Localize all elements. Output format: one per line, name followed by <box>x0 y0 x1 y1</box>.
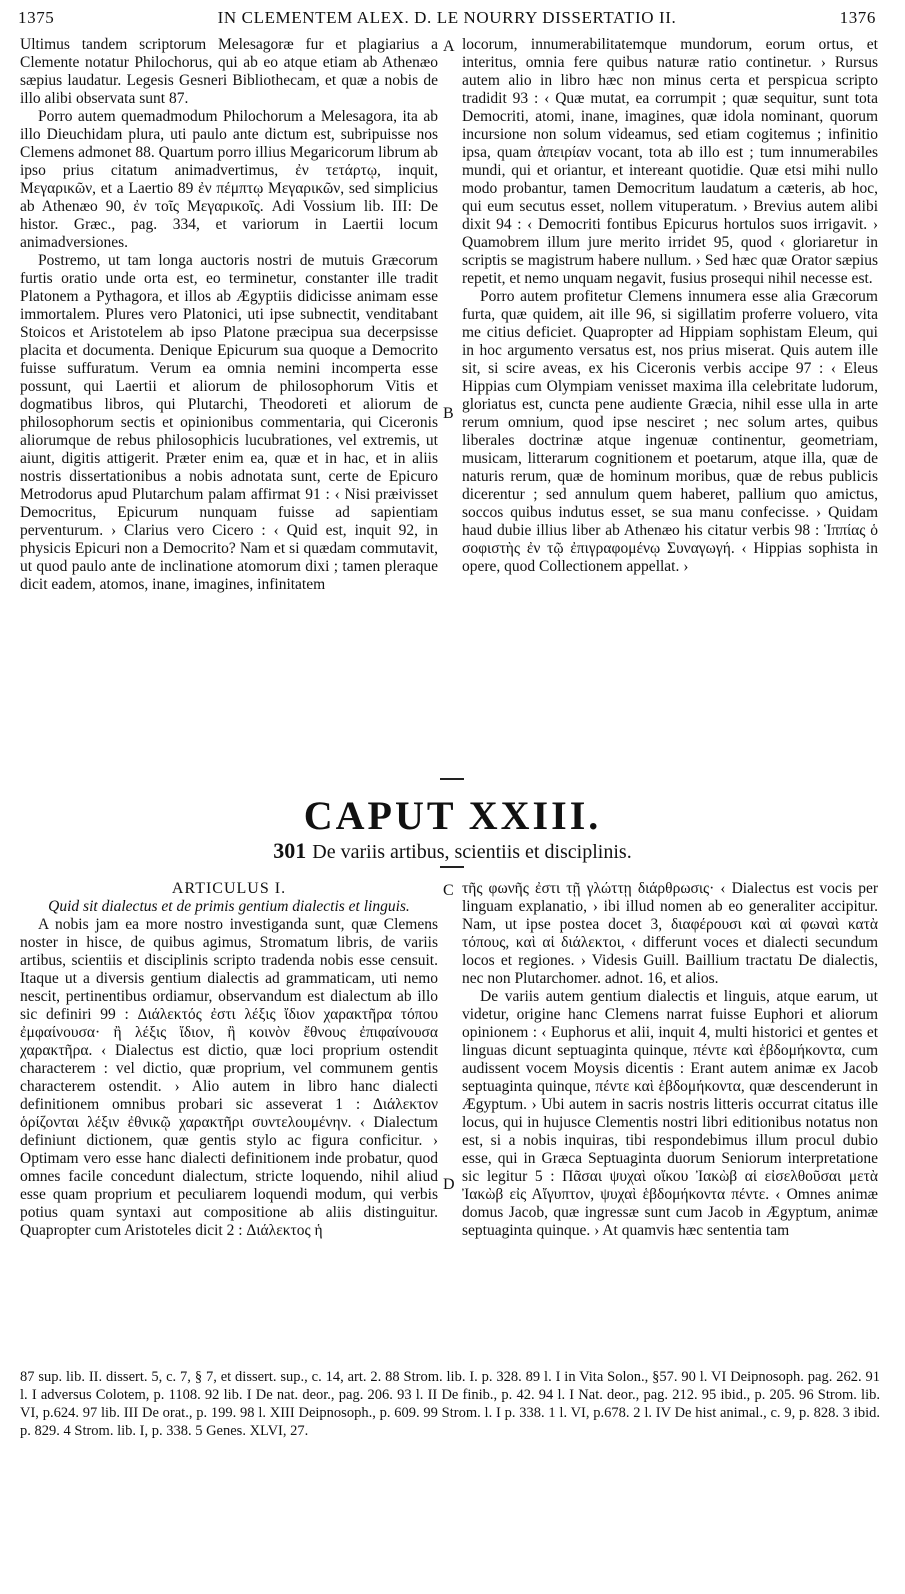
margin-marker-a: A <box>443 38 455 55</box>
running-title: IN CLEMENTEM ALEX. D. LE NOURRY DISSERTATIO II. <box>217 8 677 27</box>
running-head <box>18 8 876 30</box>
paragraph: Porro autem profitetur Clemens innumera esse alia Græcorum furta, quæ quidem, ait ille 96, si sigillatim proferre voluero, vita me citius deficiet. Quapropter ad Hippiam sophistam Eleum, qui in hoc argumento versatus est, nos prius miserat. Quis autem ille sit, si scire aveas, ex his Ciceronis verbis accipe 97 : ‹ Eleus Hippias cum Olympiam venisset maxima illa celebritate ludorum, gloriatus est, cuncta pene audiente Græcia, nihil esse ulla in arte rerum omnium, quod ipse nesciret ; nec solum artes, quibus liberales doctrinæ atque ingenuæ continentur, geometriam, musicam, litterarum cognitionem et poetarum, atque illa, quæ de naturis rerum, quæ de hominum moribus, quæ de rebus publicis dicerentur ; sed annulum quem haberet, pallium quo amictus, soccos quibus indutus esset, se sua manu confecisse. › Quidam haud dubie illius liber ab Athenæo his citatur verbis 98 : Ἱππίας ὁ σοφιστὴς ἐν τῷ ἐπιγραφομένῳ Συναγωγή. ‹ Hippias sophista in opere, quod Collectionem appellat. › <box>462 288 878 575</box>
page-number-right: 1376 <box>839 8 876 27</box>
paragraph: Porro autem quemadmodum Philochorum a Melesagora, ita ab illo Dieuchidam plura, uti paulo ante dictum est, subripuisse nos Clemens admonet 88. Quartum porro illius Megaricorum librum ab ipso prius citatum animadvertimus, ἐν τετάρτῳ, inquit, Μεγαρικῶν, et a Laertio 89 ἐν πέμπτῳ Μεγαρικῶν, sed simplicius ab Athenæo 90, ἐν τοῖς Μεγαρικοῖς. Adi Vossium lib. III: De histor. Græc., pag. 334, et variorum in Laertii locum animadversiones. <box>20 108 438 251</box>
paragraph: τῆς φωνῆς ἐστι τῇ γλώττῃ διάρθρωσις· ‹ Dialectus est vocis per linguam explanatio, › ibi illud nomen ab eo generaliter accipitur. Nam, ut ipse postea docet 3, διαφέρουσι καὶ αἱ φωναὶ κατὰ τόπους, καὶ αἱ διάλεκτοι, ‹ differunt voces et dialecti secundum locos et regiones. › Videsis Guill. Baillium tractatu De dialectis, nec non Plutarchomer. adnot. 16, et alios. <box>462 880 878 987</box>
margin-marker-b: B <box>443 405 454 422</box>
divider <box>440 778 464 780</box>
paragraph: A nobis jam ea more nostro investiganda sunt, quæ Clemens noster in hisce, de quibus agimus, Stromatum libris, de variis artibus, scientiis et disciplinis scripto tradenda nobis esse censuit. Itaque ut a diversis gentium dialectis ad grammaticam, uti nemo nescit, pertinentibus ordiamur, observandum est dialectum ab illo sic definiri 99 : Διάλεκτός ἐστι λέξις ἴδιον χαρακτῆρα τόπου ἐμφαίνουσα· ἢ λέξις ἴδιον, ἢ κοινὸν ἔθνους ἐπιφαίνουσα χαρακτῆρα. ‹ Dialectus est dictio, quæ loci proprium ostendit characterem : vel dictio, quæ proprium, vel communem gentis characterem ostendit. › Alio autem in libro hanc dialecti definitionem omnibus probari sic asseverat 1 : Διάλεκτον ὁρίζονται λέξιν ἐθνικῷ χαρακτῆρι συντελουμένην. ‹ Dialectum definiunt dictionem, quæ gentis stylo ac figura conficitur. › Optimam vero esse hanc dialecti definitionem inde probatur, quod omnes facile concedunt dialectum, stricte loquendo, nihil aliud esse quam proprium et peculiarem loquendi modum, qui verbis potius quam syntaxi aut compositione ab aliis distinguitur. Quapropter cum Aristoteles dicit 2 : Διάλεκτος ἡ <box>20 916 438 1239</box>
lower-right-column <box>462 880 878 1240</box>
chapter-subtitle-text: De variis artibus, scientiis et disciplinis. <box>312 841 632 863</box>
paragraph: locorum, innumerabilitatemque mundorum, eorum ortus, et interitus, omnia fere quibus naturæ ratio continetur. › Rursus autem alio in libro hæc non minus certa et perspicua scripto tradidit 93 : ‹ Quæ mutat, ea corrumpit ; quæ sequitur, sunt tota Democriti, atomi, inane, imagines, quæ idola nominant, quorum incursione non solum videamus, sed etiam cogitemus ; infinitio ipsa, quam ἀπειρίαν vocant, tota ab illo est ; tum innumerabiles mundi, qui et oriantur, et intereant quotidie. Quæ etsi mihi nullo modo probantur, tamen Democritum laudatum a cæteris, ab hoc, qui eum secutus esset, nollem vituperatum. › Brevius autem alibi dixit 94 : ‹ Democriti fontibus Epicurus hortulos suos irrigavit. › Quamobrem illum jure merito irridet 95, quod ‹ gloriaretur in scriptis se magistrum habere nullum. › Sed hæc quæ Orator sæpius repetit, et nemo unquam negavit, fusius prosequi nihil necesse est. <box>462 36 878 287</box>
paragraph: Ultimus tandem scriptorum Melesagoræ fur et plagiarius a Clemente notatur Philochorus, qui ab eo atque etiam ab Athenæo sæpius laudatur. Legesis Gesneri Bibliothecam, et quæ a nobis de illo alibi observata sunt 87. <box>20 36 438 107</box>
chapter-number: 301 <box>273 838 307 863</box>
margin-marker-d: D <box>443 1176 455 1193</box>
paragraph: Postremo, ut tam longa auctoris nostri de mutuis Græcorum furtis oratio unde orta est, eo terminetur, constanter ille tradit Platonem a Pythagora, et illos ab Ægyptiis didicisse animam esse immortalem. Plures vero Platonici, uti ipse subnectit, venditabant Stoicos et Aristotelem ab ipso Platone præcipua sua decerpsisse placita et documenta. Denique Epicurum sua quoque a Democrito fuisse suffuratum. Verum ea omnia nemini incomperta esse possunt, qui Laertii et aliorum de philosophorum Vitis et dogmatibus libros, qui Plutarchi, Theodoreti et aliorum de philosophorum sectis et opinionibus commentaria, qui Ciceronis aliorumque de rebus philosophicis lucubrationes, vel extremis, ut aiunt, digitis attigerit. Præter enim ea, quæ et in hac, et in aliis nostris dissertationibus a nobis adnotata sunt, certe de Epicuro Metrodorus apud Plutarchum palam affirmat 91 : ‹ Nisi præivisset Democritus, Epicurum nunquam fuisse ad sapientiam perventurum. › Clarius vero Cicero : ‹ Quid est, inquit 92, in physicis Epicuri non a Democrito? Nam et si quædam commutavit, ut quod paulo ante de inclinatione atomorum dixi ; tamen pleraque dicit eadem, atomos, inane, imagines, infinitatem <box>20 252 438 593</box>
chapter-subtitle <box>0 838 905 864</box>
upper-right-column <box>462 36 878 576</box>
lower-left-column <box>20 880 438 1240</box>
upper-left-column <box>20 36 438 594</box>
page-number-left: 1375 <box>18 8 55 27</box>
chapter-title: CAPUT XXIII. <box>303 793 602 838</box>
article-heading: ARTICULUS I. <box>171 880 287 897</box>
margin-marker-c: C <box>443 882 454 899</box>
divider <box>440 866 464 868</box>
paragraph: De variis autem gentium dialectis et linguis, atque earum, ut videtur, origine hanc Clemens narrat fuisse Euphori et aliorum opinionem : ‹ Euphorus et alii, inquit 4, multi historici et gentes et linguas dicunt septuaginta quinque, πέντε καὶ ἑβδομήκοντα, cum audissent vocem Moysis dicentis : Erant autem animæ ex Jacob septuaginta quinque, πέντε καὶ ἑβδομήκοντα, quæ descenderunt in Ægyptum. › Ubi autem in sacris nostris litteris occurrat citatus ille locus, qui in hujusce Clementis nostri libri editionibus notatus non est, si a nobis inquiras, tibi respondebimus illum procul dubio esse, qui in Græca Septuaginta duorum Seniorum interpretatione sic legitur 5 : Πᾶσαι ψυχαὶ οἴκου Ἰακὼβ αἱ εἰσελθοῦσαι μετὰ Ἰακὼβ εἰς Αἴγυπτον, ψυχαὶ ἑβδομήκοντα πέντε. ‹ Omnes animæ domus Jacob, quæ ingressæ sunt cum Jacob in Ægyptum, animæ septuaginta quinque. › At quamvis hæc sententia tam <box>462 988 878 1239</box>
footnotes: 87 sup. lib. II. dissert. 5, c. 7, § 7, et dissert. sup., c. 14, art. 2. 88 Strom. lib. I. p. 328. 89 l. I in Vita Solon., §57. 90 l. VI Deipnosoph. pag. 262. 91 l. I adversus Colotem, p. 1108. 92 lib. I De nat. deor., pag. 206. 93 l. II De finib., p. 42. 94 l. I Nat. deor., pag. 212. 95 ibid., p. 205. 96 Strom. lib. VI, p.624. 97 lib. III De orat., p. 199. 98 l. XIII Deipnosoph., p. 609. 99 Strom. l. I p. 338. 1 l. VI, p.678. 2 l. IV De hist animal., c. 9, p. 828. 3 ibid. p. 829. 4 Strom. lib. I, p. 338. 5 Genes. XLVI, 27. <box>20 1369 880 1439</box>
article-subheading: Quid sit dialectus et de primis gentium dialectis et linguis. <box>48 898 410 915</box>
